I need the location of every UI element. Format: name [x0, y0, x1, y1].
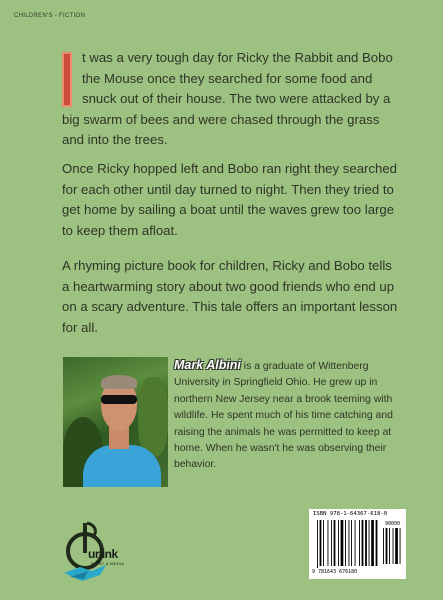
- category-label: CHILDREN'S - FICTION: [14, 13, 86, 19]
- author-bio: [174, 357, 409, 474]
- barcode-digits: 9 781643 676180: [312, 569, 358, 575]
- author-photo: [63, 357, 168, 487]
- blurb-paragraph-3: A rhyming picture book for children, Ricky and Bobo tells a heartwarming story about two good friends who end up on a scary adventure. This tale offers an important lesson for all.: [62, 258, 398, 335]
- isbn-number: ISBN 978-1-64367-618-0: [313, 511, 388, 517]
- isbn-barcode: [309, 509, 406, 579]
- dropcap-letter: [62, 52, 72, 107]
- barcode-bars: [315, 520, 401, 568]
- publisher-tagline: PRINT & MEDIA: [91, 561, 125, 566]
- author-name: Mark Albini: [174, 358, 241, 372]
- blurb-paragraph-2: Once Ricky hopped left and Bobo ran right they searched for each other until day turned to night. Then they tried to get home by sailing a boat until the waves grew too large to keep them afloat.: [62, 161, 398, 238]
- author-bio-text: is a graduate of Wittenberg University in Springfield Ohio. He grew up in northern New Jersey near a brook teeming with wildlife. He spent much of his time catching and raising the animals he was permitted to keep at home. When he wasn't he was observing their behavior.: [174, 361, 393, 471]
- price-code: 90000: [385, 521, 401, 527]
- publisher-name: urlink: [88, 547, 118, 561]
- blurb-paragraph-1-text: t was a very tough day for Ricky the Rabbit and Bobo the Mouse once they searched for some food and snuck out of their house. The two were attacked by a big swarm of bees and were chased through the grass and into the trees.: [62, 50, 393, 147]
- blurb-paragraph-1: [62, 48, 402, 151]
